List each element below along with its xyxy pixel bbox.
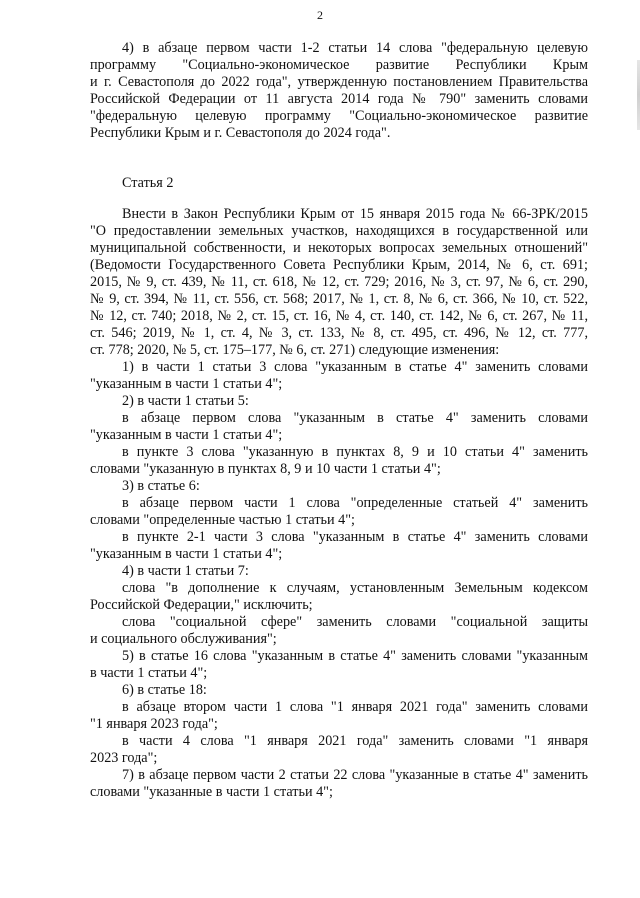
article-heading: Статья 2 [122, 175, 174, 191]
text-line: в абзаце первом части 1 слова "определенные статьей 4" заменить [122, 495, 588, 511]
text-line: № 9, ст. 394, № 11, ст. 556, ст. 568; 2017, № 1, ст. 8, № 6, ст. 366, № 10, ст. 522, [90, 291, 588, 307]
text-line: и социального обслуживания"; [90, 631, 277, 647]
text-line: 2015, № 9, ст. 439, № 11, ст. 618, № 12, ст. 729; 2016, № 3, ст. 97, № 6, ст. 290, [90, 274, 588, 290]
text-line: Республики Крым и г. Севастополя до 2024 года". [90, 125, 391, 141]
text-line: в пункте 3 слова "указанную в пунктах 8, 9 и 10 статьи 4" заменить [122, 444, 588, 460]
text-line: слова "в дополнение к случаям, установленным Земельным кодексом [122, 580, 588, 596]
text-line: "1 января 2023 года"; [90, 716, 218, 732]
text-line: в абзаце втором части 1 слова "1 января 2021 года" заменить словами [122, 699, 588, 715]
text-line: Российской Федерации от 11 августа 2014 года № 790" заменить словами [90, 91, 588, 107]
text-line: в пункте 2-1 части 3 слова "указанным в статье 4" заменить словами [122, 529, 588, 545]
text-line: программу "Социально-экономическое развитие Республики Крым [90, 57, 588, 73]
text-line: 7) в абзаце первом части 2 статьи 22 слова "указанные в статье 4" заменить [122, 767, 588, 783]
text-line: слова "социальной сфере" заменить словами "социальной защиты [122, 614, 588, 630]
text-line: 6) в статье 18: [122, 682, 207, 698]
text-line: Российской Федерации," исключить; [90, 597, 313, 613]
text-line: 2) в части 1 статьи 5: [122, 393, 249, 409]
text-line: "указанным в части 1 статьи 4"; [90, 546, 283, 562]
text-line: 1) в части 1 статьи 3 слова "указанным в статье 4" заменить словами [122, 359, 588, 375]
text-line: "указанным в части 1 статьи 4"; [90, 376, 283, 392]
text-line: (Ведомости Государственного Совета Республики Крым, 2014, № 6, ст. 691; [90, 257, 588, 273]
text-line: и г. Севастополя до 2022 года", утвержденную постановлением Правительства [90, 74, 588, 90]
text-line: 5) в статье 16 слова "указанным в статье 4" заменить словами "указанным [122, 648, 588, 664]
text-line: словами "указанные в части 1 статьи 4"; [90, 784, 333, 800]
page-number: 2 [317, 8, 323, 22]
text-line: муниципальной собственности, и некоторых вопросах земельных отношений" [90, 240, 588, 256]
text-line: 3) в статье 6: [122, 478, 200, 494]
text-line: 4) в части 1 статьи 7: [122, 563, 249, 579]
text-line: ст. 546; 2019, № 1, ст. 4, № 3, ст. 133, № 8, ст. 495, ст. 496, № 12, ст. 777, [90, 325, 588, 341]
text-line: № 12, ст. 740; 2018, № 2, ст. 15, ст. 16, № 4, ст. 140, ст. 142, № 6, ст. 267, № 11, [90, 308, 588, 324]
text-line: словами "указанную в пунктах 8, 9 и 10 части 1 статьи 4"; [90, 461, 441, 477]
text-line: "указанным в части 1 статьи 4"; [90, 427, 283, 443]
text-line: в абзаце первом слова "указанным в статье 4" заменить словами [122, 410, 588, 426]
text-line: Внести в Закон Республики Крым от 15 января 2015 года № 66-ЗРК/2015 [122, 206, 588, 222]
text-line: "О предоставлении земельных участков, находящихся в государственной или [90, 223, 588, 239]
text-line: в части 4 слова "1 января 2021 года" заменить словами "1 января [122, 733, 588, 749]
text-line: словами "определенные частью 1 статьи 4"; [90, 512, 355, 528]
text-line: в части 1 статьи 4"; [90, 665, 208, 681]
text-line: "федеральную целевую программу "Социально-экономическое развитие [90, 108, 588, 124]
text-line: ст. 778; 2020, № 5, ст. 175–177, № 6, ст. 271) следующие изменения: [90, 342, 500, 358]
text-line: 2023 года"; [90, 750, 158, 766]
text-line: 4) в абзаце первом части 1-2 статьи 14 слова "федеральную целевую [122, 40, 588, 56]
